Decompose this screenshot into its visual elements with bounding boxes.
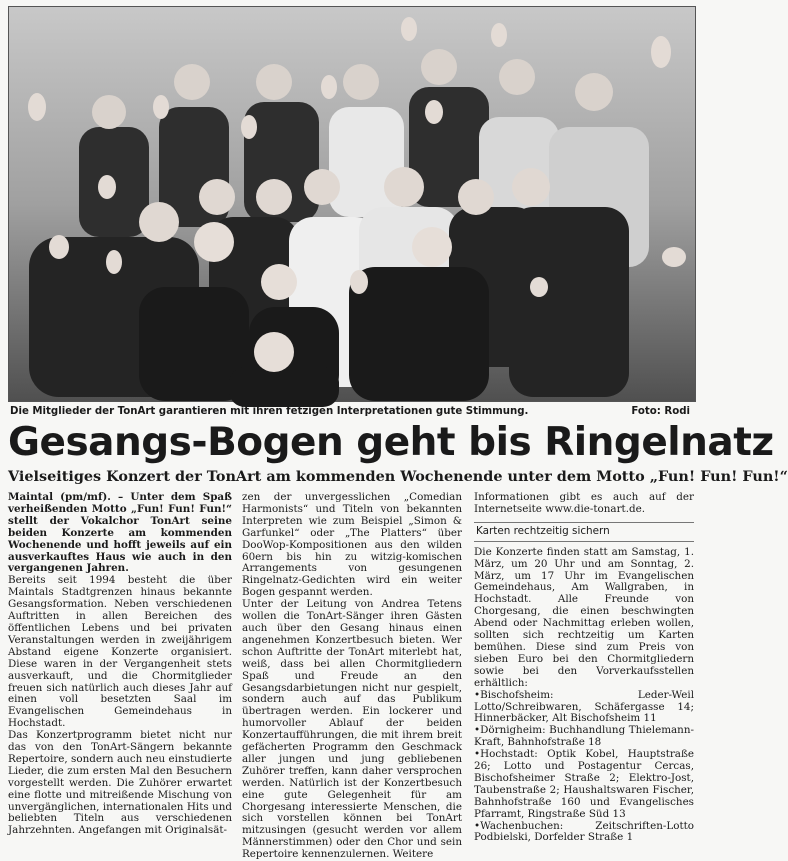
infobox-title: Karten rechtzeitig sichern [474, 522, 694, 542]
list-item: • Dörnigheim: Buchhandlung Thielemann-Kraft, Bahnhofstraße 18 [474, 725, 694, 749]
subheadline: Vielseitiges Konzert der TonArt am kommenden Wochenende unter dem Motto „Fun! Fun! Fun!“ [8, 468, 788, 485]
article-column-2 [242, 492, 462, 861]
list-item: • Hochstadt: Optik Kobel, Hauptstraße 26; Lotto und Postagentur Cercas, Bischofsheimer Straße 2; Elektro-Jost, Taubenstraße 2; Haushaltswaren Fischer, Bahnhofstraße 160 und Evangelisches Pfarramt, Ringstraße Süd 13 [474, 749, 694, 820]
headline: Gesangs-Bogen geht bis Ringelnatz [8, 420, 774, 465]
article-column-3 [474, 492, 694, 844]
article-lead: Maintal (pm/mf). – Unter dem Spaß verheißenden Motto „Fun! Fun! Fun!“ stellt der Vokalchor TonArt seine beiden Konzerte am kommenden Wochenende und hofft jeweils auf ein ausverkauftes Haus wie auch in den vergangenen Jahren. [8, 491, 232, 575]
article-column-1 [8, 492, 232, 837]
caption-text: Die Mitglieder der TonArt garantieren mit ihren fetzigen Interpretationen gute Stimmung. [10, 405, 529, 417]
article-paragraph: Informationen gibt es auch auf der Internetseite www.die-tonart.de. [474, 491, 694, 515]
photo-credit: Foto: Rodi [631, 405, 690, 417]
article-paragraph: Bereits seit 1994 besteht die über Maintals Stadtgrenzen hinaus bekannte Gesangsformation. Neben verschiedenen Auftritten in allen Bereichen des öffentlichen Lebens und bei privaten Veranstaltungen werden in zweijährigem Abstand eigene Konzerte organisiert. Diese waren in der Vergangenheit stets ausverkauft, und die Chormitglieder freuen sich natürlich auch dieses Jahr auf einen voll besetzten Saal im Evangelischen Gemeindehaus in Hochstadt. [8, 574, 232, 730]
ticket-outlets-list [474, 690, 694, 845]
infobox-intro: Die Konzerte finden statt am Samstag, 1. März, um 20 Uhr und am Sonntag, 2. März, um 17 Uhr im Evangelischen Gemeindehaus, Am Wallgraben, in Hochstadt. Alle Freunde von Chorgesang, die einen beschwingten Abend oder Nachmittag erleben wollen, sollten sich rechtzeitig um Karten bemühen. Diese sind zum Preis von sieben Euro bei den Chormitgliedern sowie bei den Vorverkaufsstellen erhältlich: [474, 545, 694, 689]
group-photo [8, 6, 696, 402]
list-item: • Bischofsheim: Leder-Weil Lotto/Schreibwaren, Schäfergasse 14; Hinnerbäcker, Alt Bischofsheim 11 [474, 690, 694, 726]
article-paragraph: zen der unvergesslichen „Comedian Harmonists“ und Titeln von bekannten Interpreten wie zum Beispiel „Simon & Garfunkel“ oder „The Platters“ über DooWop-Kompositionen aus den wilden 60ern bis hin zu witzig-komischen Arrangements von gesungenen Ringelnatz-Gedichten wird ein weiter Bogen gespannt werden. [242, 491, 462, 599]
photo-illustration [9, 7, 695, 401]
list-item: • Wachenbuchen: Zeitschriften-Lotto Podbielski, Dorfelder Straße 1 [474, 821, 694, 845]
article-paragraph: Unter der Leitung von Andrea Tetens wollen die TonArt-Sänger ihren Gästen auch über den Gesang hinaus einen angenehmen Konzertbesuch bieten. Wer schon Auftritte der TonArt miterlebt hat, weiß, dass bei allen Chormitgliedern Spaß und Freude an den Gesangsdarbietungen nicht nur gespielt, sondern auch auf das Publikum übertragen werden. Ein lockerer und humorvoller Ablauf der beiden Konzertaufführungen, die mit ihrem breit gefächerten Programm den Geschmack aller jungen und jung gebliebenen Zuhörer treffen, kann daher versprochen werden. Natürlich ist der Konzertbesuch eine gute Gelegenheit für am Chorgesang interessierte Menschen, die sich vorstellen können bei TonArt mitzusingen (gesucht werden vor allem Männerstimmen) oder den Chor und sein Repertoire kennenzulernen. Weitere [242, 598, 462, 861]
article-paragraph: Das Konzertprogramm bietet nicht nur das von den TonArt-Sängern bekannte Repertoire, sondern auch neu einstudierte Lieder, die zum ersten Mal den Besuchern vorgestellt werden. Die Zuhörer erwartet eine flotte und mitreißende Mischung von unvergänglichen, internationalen Hits und beliebten Titeln aus verschiedenen Jahrzehnten. Angefangen mit Originalsät- [8, 729, 232, 837]
photo-caption [10, 403, 690, 419]
